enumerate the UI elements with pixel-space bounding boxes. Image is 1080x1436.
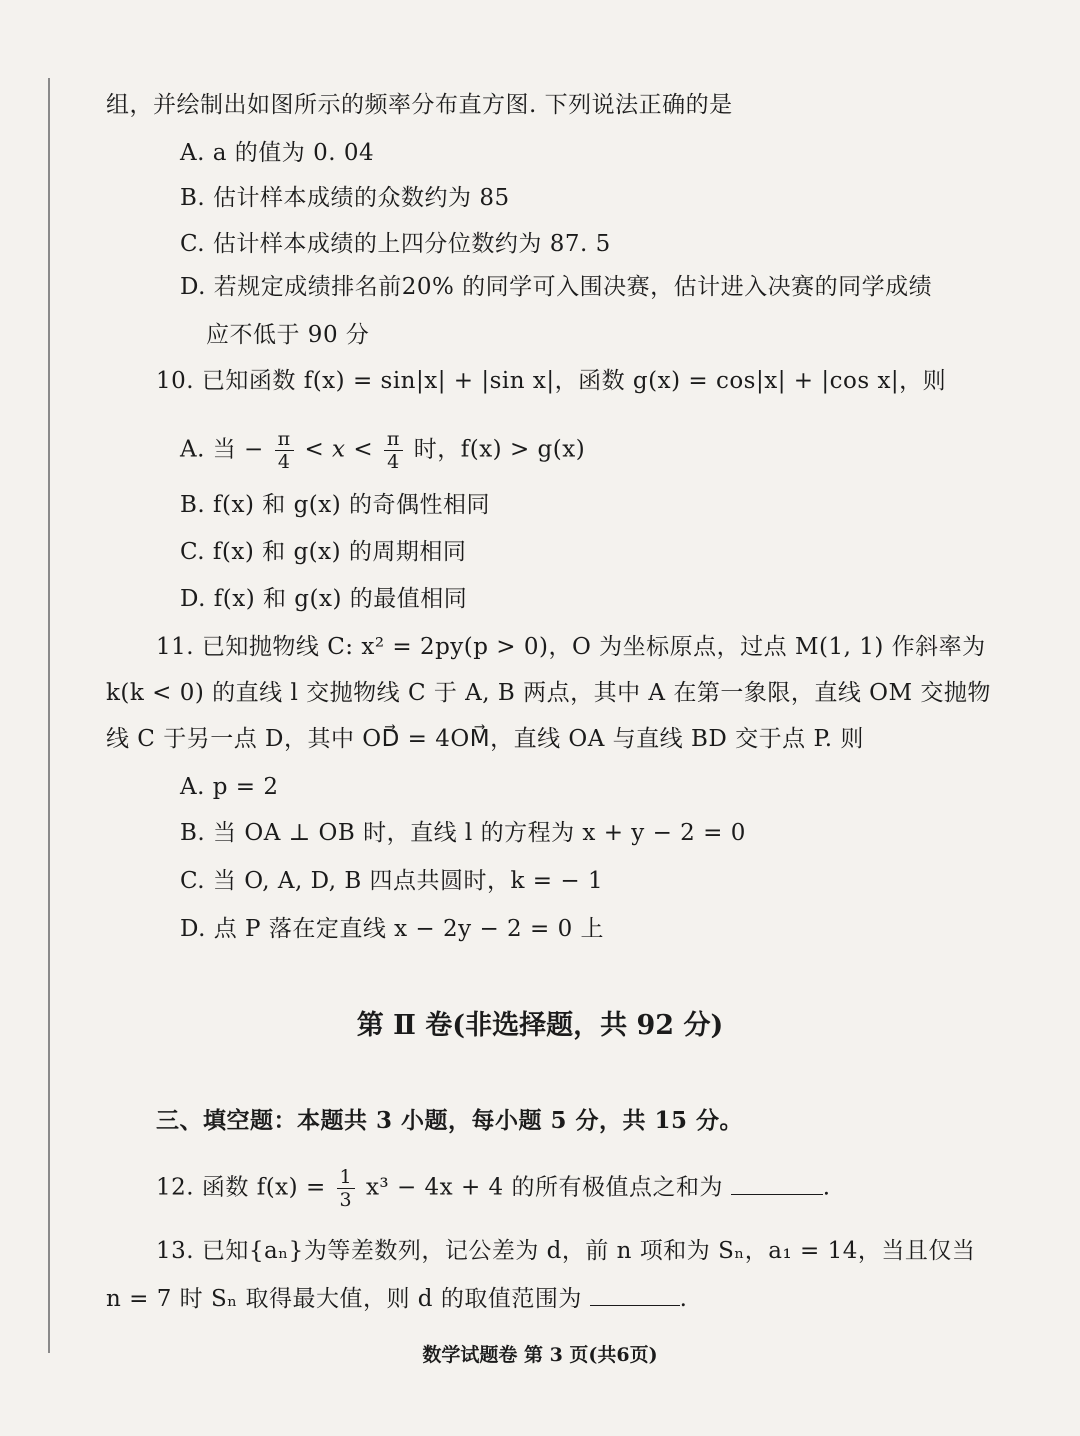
q10-option-c: C. f(x) 和 g(x) 的周期相同 [180, 539, 467, 565]
q11-stem-line1: 11. 已知抛物线 C: x² = 2py(p > 0)，O 为坐标原点，过点 M(1, 1) 作斜率为 [156, 634, 986, 660]
q11-option-d: D. 点 P 落在定直线 x − 2y − 2 = 0 上 [180, 916, 605, 942]
section-3-heading: 三、填空题：本题共 3 小题，每小题 5 分，共 15 分。 [156, 1107, 744, 1134]
q12-suffix: x³ − 4x + 4 的所有极值点之和为 [365, 1174, 723, 1201]
section-2-title: 第 Ⅱ 卷(非选择题，共 92 分) [356, 1010, 724, 1041]
q12-end-period: . [822, 1174, 831, 1201]
q10-option-b: B. f(x) 和 g(x) 的奇偶性相同 [180, 492, 491, 518]
q13-answer-blank[interactable] [590, 1283, 680, 1306]
q13-end-period: . [679, 1286, 688, 1312]
fraction-numerator: 1 [337, 1166, 356, 1189]
q12-prefix: 12. 函数 f(x) = [156, 1174, 326, 1201]
q9-option-b: B. 估计样本成绩的众数约为 85 [180, 185, 510, 211]
q13-stem-line1: 13. 已知{aₙ}为等差数列，记公差为 d，前 n 项和为 Sₙ，a₁ = 14，当且仅当 [156, 1238, 976, 1264]
q10-a-fraction-right [384, 428, 403, 473]
q13-stem-line2 [106, 1283, 687, 1314]
fraction-numerator: π [384, 428, 403, 451]
fraction-denominator: 4 [387, 451, 400, 473]
fraction-numerator: π [275, 428, 294, 451]
q9-option-c: C. 估计样本成绩的上四分位数约为 87. 5 [180, 231, 611, 257]
q10-stem: 10. 已知函数 f(x) = sin|x| + |sin x|，函数 g(x) = cos|x| + |cos x|，则 [156, 368, 947, 394]
q10-option-a [180, 428, 585, 473]
q13-line2-text: n = 7 时 Sₙ 取得最大值，则 d 的取值范围为 [106, 1286, 582, 1312]
q11-option-b: B. 当 OA ⊥ OB 时，直线 l 的方程为 x + y − 2 = 0 [180, 820, 746, 846]
q10-a-suffix: 时，f(x) > g(x) [413, 436, 586, 463]
q11-stem-line2: k(k < 0) 的直线 l 交抛物线 C 于 A, B 两点，其中 A 在第一象限，直线 OM 交抛物 [106, 680, 991, 706]
page-edge-line [48, 78, 50, 1353]
q9-option-a: A. a 的值为 0. 04 [180, 140, 375, 166]
q10-a-fraction-left [275, 428, 294, 473]
q9-option-d-line2: 应不低于 90 分 [206, 322, 370, 348]
q11-option-c: C. 当 O, A, D, B 四点共圆时，k = − 1 [180, 868, 604, 894]
fraction-denominator: 4 [277, 451, 291, 473]
q9-option-d-line1: D. 若规定成绩排名前20% 的同学可入围决赛，估计进入决赛的同学成绩 [180, 274, 933, 300]
q12-stem [156, 1166, 831, 1211]
q10-a-middle: < x < [304, 436, 374, 463]
q9-stem-continuation: 组，并绘制出如图所示的频率分布直方图. 下列说法正确的是 [106, 92, 733, 118]
q12-fraction [337, 1166, 356, 1211]
fraction-denominator: 3 [339, 1189, 353, 1211]
q10-option-d: D. f(x) 和 g(x) 的最值相同 [180, 586, 468, 612]
q12-answer-blank[interactable] [731, 1172, 823, 1195]
q11-option-a: A. p = 2 [180, 774, 279, 800]
q10-a-prefix: A. 当 − [180, 436, 264, 463]
q11-stem-line3: 线 C 于另一点 D，其中 OD⃗ = 4OM⃗，直线 OA 与直线 BD 交于点 P. 则 [106, 726, 864, 752]
page-footer: 数学试题卷 第 3 页(共6页) [422, 1344, 658, 1366]
